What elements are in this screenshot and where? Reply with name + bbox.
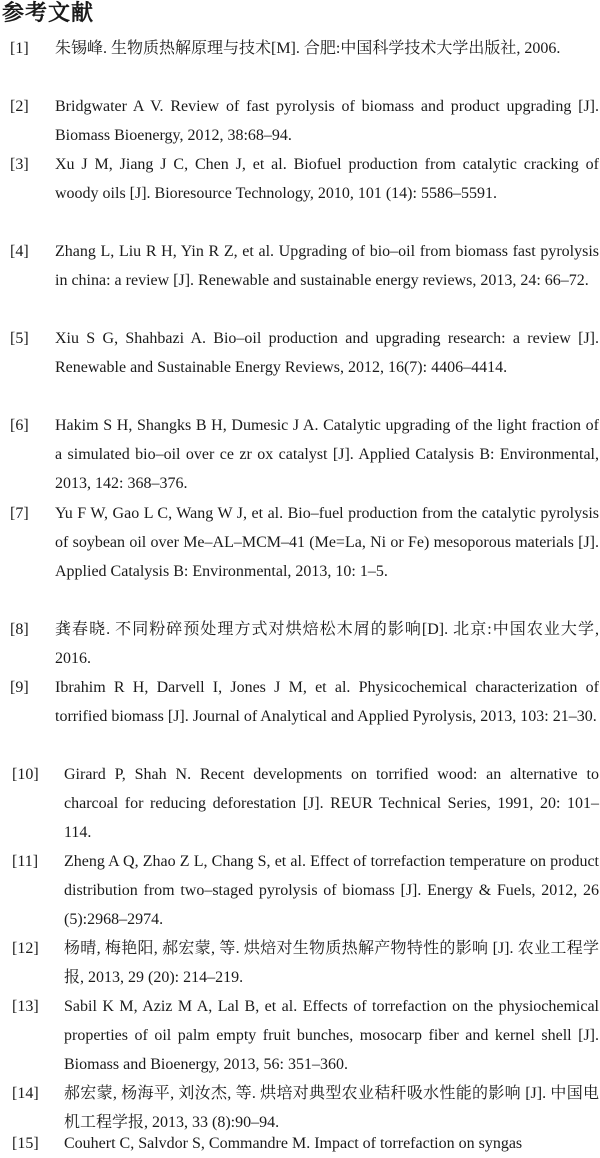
reference-number: [6] bbox=[10, 417, 29, 434]
reference-text: 郝宏蒙, 杨海平, 刘汝杰, 等. 烘培对典型农业秸秆吸水性能的影响 [J]. 中国电机工程学报, 2013, 33 (8):90–94. bbox=[64, 1085, 599, 1131]
reference-number: [10] bbox=[12, 766, 39, 783]
reference-text: 杨晴, 梅艳阳, 郝宏蒙, 等. 烘焙对生物质热解产物特性的影响 [J]. 农业工程学报, 2013, 29 (20): 214–219. bbox=[64, 940, 599, 986]
reference-number: [7] bbox=[10, 505, 29, 522]
reference-text: Bridgwater A V. Review of fast pyrolysis of biomass and product upgrading [J]. Biomass Bioenergy, 2012, 38:68–94. bbox=[55, 98, 599, 144]
reference-text: Couhert C, Salvdor S, Commandre M. Impact of torrefaction on syngas bbox=[64, 1135, 523, 1152]
reference-number: [15] bbox=[12, 1135, 39, 1152]
reference-number: [14] bbox=[12, 1085, 39, 1102]
reference-text: Xiu S G, Shahbazi A. Bio–oil production and upgrading research: a review [J]. Renewable and Sustainable Energy Reviews, 2012, 16(7): 4406–4414. bbox=[55, 330, 599, 376]
reference-number: [13] bbox=[12, 998, 39, 1015]
reference-number: [5] bbox=[10, 330, 29, 347]
reference-number: [2] bbox=[10, 98, 29, 115]
references-heading: 参考文献 bbox=[2, 1, 95, 26]
reference-number: [4] bbox=[10, 243, 29, 260]
reference-number: [8] bbox=[10, 621, 29, 638]
reference-text: Zhang L, Liu R H, Yin R Z, et al. Upgrading of bio–oil from biomass fast pyrolysis in china: a review [J]. Renewable and sustainable energy reviews, 2013, 24: 66–72. bbox=[55, 243, 599, 289]
reference-text: 朱锡峰. 生物质热解原理与技术[M]. 合肥:中国科学技术大学出版社, 2006. bbox=[55, 40, 561, 57]
reference-text: Yu F W, Gao L C, Wang W J, et al. Bio–fuel production from the catalytic pyrolysis of soybean oil over Me–AL–MCM–41 (Me=La, Ni or Fe) mesoporous materials [J]. Applied Catalysis B: Environmental, 2013, 10: 1–5. bbox=[55, 505, 599, 580]
reference-text: Xu J M, Jiang J C, Chen J, et al. Biofuel production from catalytic cracking of woody oils [J]. Bioresource Technology, 2010, 101 (14): 5586–5591. bbox=[55, 156, 599, 202]
reference-number: [1] bbox=[10, 40, 29, 57]
reference-text: Zheng A Q, Zhao Z L, Chang S, et al. Effect of torrefaction temperature on product distribution from two–staged pyrolysis of biomass [J]. Energy & Fuels, 2012, 26 (5):2968–2974. bbox=[64, 853, 599, 928]
reference-text: Sabil K M, Aziz M A, Lal B, et al. Effects of torrefaction on the physiochemical properties of oil palm empty fruit bunches, mosocarp fiber and kernel shell [J]. Biomass and Bioenergy, 2013, 56: 351–360. bbox=[64, 998, 599, 1073]
reference-number: [3] bbox=[10, 156, 29, 173]
reference-text: 龚春晓. 不同粉碎预处理方式对烘焙松木屑的影响[D]. 北京:中国农业大学, 2016. bbox=[55, 621, 599, 667]
reference-number: [9] bbox=[10, 679, 29, 696]
reference-number: [11] bbox=[12, 853, 39, 870]
reference-text: Hakim S H, Shangks B H, Dumesic J A. Catalytic upgrading of the light fraction of a simulated bio–oil over ce zr ox catalyst [J]. Applied Catalysis B: Environmental, 2013, 142: 368–376. bbox=[55, 417, 599, 492]
reference-text: Ibrahim R H, Darvell I, Jones J M, et al. Physicochemical characterization of torrified biomass [J]. Journal of Analytical and Applied Pyrolysis, 2013, 103: 21–30. bbox=[55, 679, 599, 725]
reference-text: Girard P, Shah N. Recent developments on torrified wood: an alternative to charcoal for reducing deforestation [J]. REUR Technical Series, 1991, 20: 101–114. bbox=[64, 766, 599, 841]
reference-number: [12] bbox=[12, 940, 39, 957]
